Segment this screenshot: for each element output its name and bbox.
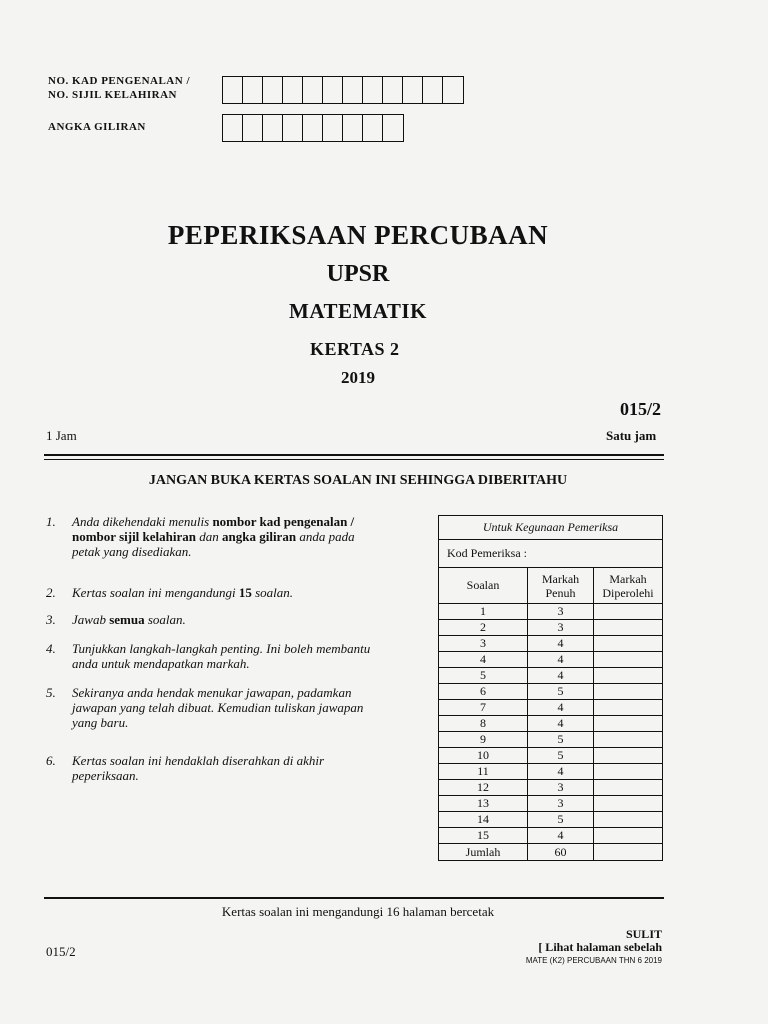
full-mark: 4 [528, 828, 594, 844]
id-number-box[interactable] [443, 77, 463, 103]
instructions-list [46, 514, 416, 814]
question-number: 3 [439, 636, 528, 652]
full-mark: 4 [528, 700, 594, 716]
total-label: Jumlah [439, 844, 528, 861]
obtained-mark-cell[interactable] [594, 668, 663, 684]
full-mark: 5 [528, 732, 594, 748]
table-row [439, 796, 663, 812]
id-number-box[interactable] [243, 77, 263, 103]
instruction-text: Kertas soalan ini hendaklah diserahkan di akhir peperiksaan. [72, 753, 325, 783]
full-mark: 5 [528, 812, 594, 828]
seat-label: ANGKA GILIRAN [48, 121, 146, 133]
instruction-number: 6. [46, 753, 56, 768]
full-mark: 3 [528, 780, 594, 796]
col-question-header: Soalan [439, 568, 528, 604]
obtained-mark-cell[interactable] [594, 636, 663, 652]
obtained-mark-cell[interactable] [594, 764, 663, 780]
instruction-text: Jawab semua soalan. [72, 612, 186, 627]
seat-number-box[interactable] [383, 115, 403, 141]
id-number-box[interactable] [303, 77, 323, 103]
footer-code: 015/2 [46, 944, 76, 959]
id-number-box[interactable] [223, 77, 243, 103]
full-mark: 4 [528, 652, 594, 668]
seat-number-box[interactable] [343, 115, 363, 141]
seat-number-box[interactable] [363, 115, 383, 141]
col-full-header [528, 568, 594, 604]
full-mark: 5 [528, 748, 594, 764]
id-label-line2: NO. SIJIL KELAHIRAN [48, 89, 178, 101]
instruction-text: Anda dikehendaki menulis nombor kad pengenalan / nombor sijil kelahiran dan angka giliran anda pada petak yang disediakan. [72, 514, 355, 559]
seat-number-box[interactable] [283, 115, 303, 141]
paper-title: KERTAS 2 [310, 339, 400, 359]
full-mark: 3 [528, 796, 594, 812]
question-number: 9 [439, 732, 528, 748]
question-number: 5 [439, 668, 528, 684]
year-title: 2019 [341, 368, 375, 387]
instruction-number: 3. [46, 612, 56, 627]
duration-right: Satu jam [606, 428, 657, 443]
obtained-mark-cell[interactable] [594, 716, 663, 732]
id-number-box[interactable] [403, 77, 423, 103]
total-value: 60 [528, 844, 594, 861]
examiner-table [438, 515, 663, 861]
obtained-mark-cell[interactable] [594, 732, 663, 748]
col-full-header-line2: Penuh [545, 585, 576, 600]
obtained-mark-cell[interactable] [594, 748, 663, 764]
examiner-table-wrap [438, 515, 663, 861]
question-number: 7 [439, 700, 528, 716]
paper-code: 015/2 [620, 399, 662, 419]
table-row [439, 700, 663, 716]
table-row [439, 668, 663, 684]
id-number-box[interactable] [383, 77, 403, 103]
pages-note: Kertas soalan ini mengandungi 16 halaman bercetak [221, 904, 495, 919]
obtained-mark-cell[interactable] [594, 796, 663, 812]
seat-number-box[interactable] [303, 115, 323, 141]
question-number: 12 [439, 780, 528, 796]
question-number: 1 [439, 604, 528, 620]
next-page-note: [ Lihat halaman sebelah [538, 940, 662, 954]
table-row [439, 732, 663, 748]
total-obtained-cell[interactable] [594, 844, 663, 861]
obtained-mark-cell[interactable] [594, 780, 663, 796]
obtained-mark-cell[interactable] [594, 828, 663, 844]
footer-small-code: MATE (K2) PERCUBAAN THN 6 2019 [525, 956, 662, 965]
full-mark: 5 [528, 684, 594, 700]
id-number-boxes[interactable] [222, 76, 464, 104]
full-mark: 4 [528, 716, 594, 732]
obtained-mark-cell[interactable] [594, 604, 663, 620]
seat-number-box[interactable] [323, 115, 343, 141]
id-number-box[interactable] [363, 77, 383, 103]
examiner-code-label: Kod Pemeriksa : [439, 540, 663, 568]
table-row [439, 604, 663, 620]
table-row [439, 780, 663, 796]
question-number: 4 [439, 652, 528, 668]
col-obtained-header-line1: Markah [609, 571, 647, 586]
col-full-header-line1: Markah [541, 571, 580, 586]
question-number: 14 [439, 812, 528, 828]
obtained-mark-cell[interactable] [594, 620, 663, 636]
seat-number-box[interactable] [223, 115, 243, 141]
table-row [439, 716, 663, 732]
instruction-number: 5. [46, 685, 56, 700]
warning-text: JANGAN BUKA KERTAS SOALAN INI SEHINGGA DIBERITAHU [148, 473, 568, 488]
full-mark: 3 [528, 620, 594, 636]
full-mark: 4 [528, 668, 594, 684]
exam-title: PEPERIKSAAN PERCUBAAN [167, 220, 549, 250]
table-row [439, 652, 663, 668]
question-number: 8 [439, 716, 528, 732]
obtained-mark-cell[interactable] [594, 812, 663, 828]
instruction-text: Sekiranya anda hendak menukar jawapan, padamkan jawapan yang telah dibuat. Kemudian tuliskan jawapan yang baru. [72, 685, 364, 730]
col-obtained-header [594, 568, 663, 604]
instruction-text: Kertas soalan ini mengandungi 15 soalan. [72, 585, 294, 600]
question-number: 13 [439, 796, 528, 812]
obtained-mark-cell[interactable] [594, 652, 663, 668]
table-row [439, 636, 663, 652]
table-row [439, 620, 663, 636]
id-label-line1: NO. KAD PENGENALAN / [48, 75, 191, 87]
seat-number-box[interactable] [243, 115, 263, 141]
id-number-box[interactable] [283, 77, 303, 103]
id-label [48, 74, 190, 102]
table-row [439, 812, 663, 828]
divider-bottom [44, 897, 664, 899]
level-title: UPSR [326, 261, 390, 287]
id-number-box[interactable] [423, 77, 443, 103]
table-row [439, 684, 663, 700]
col-obtained-header-line2: Diperolehi [602, 585, 654, 600]
question-number: 11 [439, 764, 528, 780]
id-number-box[interactable] [323, 77, 343, 103]
id-number-box[interactable] [263, 77, 283, 103]
sulit-label: SULIT [625, 927, 662, 941]
instruction-number: 1. [46, 514, 56, 529]
instruction-number: 4. [46, 641, 56, 656]
table-row [439, 828, 663, 844]
question-number: 15 [439, 828, 528, 844]
question-number: 2 [439, 620, 528, 636]
obtained-mark-cell[interactable] [594, 684, 663, 700]
instruction-text: Tunjukkan langkah-langkah penting. Ini boleh membantu anda untuk mendapatkan markah. [72, 641, 371, 671]
full-mark: 4 [528, 636, 594, 652]
obtained-mark-cell[interactable] [594, 700, 663, 716]
divider-top-thin [44, 459, 664, 460]
subject-title: MATEMATIK [289, 299, 427, 323]
id-number-box[interactable] [343, 77, 363, 103]
full-mark: 3 [528, 604, 594, 620]
duration-left: 1 Jam [46, 428, 77, 443]
table-row [439, 748, 663, 764]
question-number: 10 [439, 748, 528, 764]
divider-top [44, 454, 664, 456]
question-number: 6 [439, 684, 528, 700]
seat-number-boxes[interactable] [222, 114, 404, 142]
full-mark: 4 [528, 764, 594, 780]
table-row [439, 764, 663, 780]
table-caption: Untuk Kegunaan Pemeriksa [439, 516, 663, 540]
seat-number-box[interactable] [263, 115, 283, 141]
instruction-number: 2. [46, 585, 56, 600]
